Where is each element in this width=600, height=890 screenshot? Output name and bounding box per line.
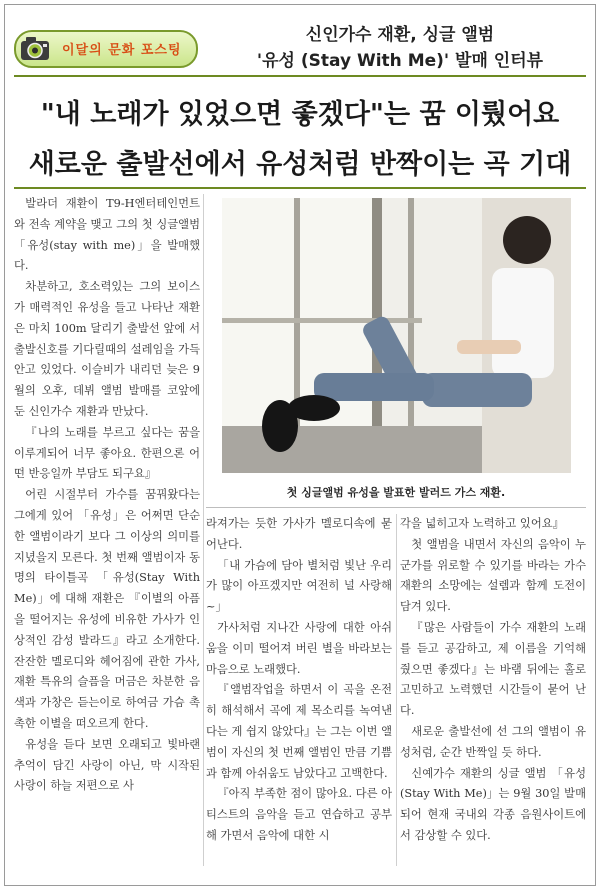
article-photo — [222, 198, 571, 473]
top-rule — [14, 75, 586, 77]
paragraph: 신예가수 재환의 싱글 앨범 「유성 (Stay With Me)」는 9월 30일 발매되어 현재 국내외 각종 음원사이트에서 감상할 수 있다. — [400, 766, 586, 842]
photo-caption: 첫 싱글앨범 유성을 발표한 발러드 가스 재환. — [286, 486, 506, 499]
paragraph: 「내 가슴에 담아 별처럼 빛난 우리가 많이 아프겠지만 여전히 널 사랑해~」 — [206, 558, 392, 614]
paragraph: 『아직 부족한 점이 많아요. 다른 아티스트의 음악을 듣고 연습하고 공부해 가면서 음악에 대한 시 — [206, 787, 392, 842]
caption-rule — [206, 507, 586, 508]
paragraph: 유성을 듣다 보면 오래되고 빛바랜 추억이 담긴 사랑이 아닌, 막 시작된 사랑이 하늘 저편으로 사 — [14, 737, 200, 793]
paragraph: 『많은 사람들이 가수 재환의 노래를 듣고 공감하고, 제 이름을 기억해 줬으면 좋겠다』는 바램 뒤에는 홀로 고민하고 노력했던 시간들이 묻어 난다. — [400, 620, 586, 718]
paragraph: 발라더 재환이 T9-H엔터테인먼트와 전속 계약을 맺고 그의 첫 싱글앨범 「유성(stay with me)」을 발매했다. — [14, 197, 200, 273]
paragraph: 각을 넓히고자 노력하고 있어요』 — [400, 517, 564, 530]
headline-line-2: 새로운 출발선에서 유성처럼 반짝이는 곡 기대 — [28, 149, 572, 180]
subheadline-line-1: 신인가수 재환, 싱글 앨범 — [305, 25, 495, 45]
column-divider — [203, 194, 204, 866]
paragraph: 새로운 출발선에 선 그의 앨범이 유성처럼, 순간 반짝일 듯 하다. — [400, 724, 586, 759]
badge-label: 이달의 문화 포스팅 — [62, 43, 182, 58]
article-column-2 — [206, 514, 392, 866]
camera-icon — [18, 32, 54, 64]
headline-line-1: "내 노래가 있었으면 좋겠다"는 꿈 이뤘어요 — [40, 99, 560, 130]
paragraph: 차분하고, 호소력있는 그의 보이스가 매력적인 유성을 들고 나타난 재환은 마치 100m 달리기 출발선 앞에 서 출발신호를 기다릴때의 설레임을 가득안고 있었다. 이슬비가 내리던 늦은 9월의 오후, 데뷔 앨범 발매를 코앞에 둔 신인가수 재환과 만났다. — [14, 280, 200, 418]
paragraph: 첫 앨범을 내면서 자신의 음악이 누군가를 위로할 수 있기를 바라는 가수 재환의 소망에는 설렘과 함께 도전이 담겨 있다. — [400, 537, 586, 614]
column-divider — [396, 514, 397, 866]
headline-rule — [14, 187, 586, 189]
paragraph: 어린 시절부터 가수를 꿈꿔왔다는 그에게 있어 「유성」은 어쩌면 단순한 앨범이라기 보다 그 이상의 의미를 지녔을지 모른다. 첫 번째 앨범이자 동명의 타이틀곡 「유성(Stay With Me)」에 대해 재환은 『이별의 아픔을 떨어지는 유성에 비유한 가사가 인상적인 감성 발라드』라고 소개한다. 잔잔한 멜로디와 헤어짐에 관한 가사, 재환 특유의 슬픔을 머금은 차분한 음색과 가창은 듣는이로 하여금 가슴 촉촉한 이별을 떠오르게 한다. — [14, 488, 200, 730]
paragraph: 가사처럼 지나간 사랑에 대한 아쉬움을 이미 떨어져 버린 별을 바라보는 마음으로 노래했다. — [206, 620, 392, 676]
singer-photo-illustration — [222, 198, 571, 473]
article-column-1 — [14, 194, 200, 866]
subheadline-line-2: '유성 (Stay With Me)' 발매 인터뷰 — [256, 51, 544, 71]
section-badge — [14, 30, 198, 68]
article-column-3 — [400, 514, 586, 866]
paragraph: 『앨범작업을 하면서 이 곡을 온전히 해석해서 곡에 제 목소리를 녹여낸다는 게 쉽지 않았다』는 그는 이번 앨범이 자신의 첫 번째 앨범인 만큼 기쁨과 함께 아쉬움도 남았다고 고백한다. — [206, 683, 392, 780]
paragraph: 라져가는 듯한 가사가 멜로디속에 묻어난다. — [206, 517, 392, 551]
paragraph: 『나의 노래를 부르고 싶다는 꿈을 이루게되어 너무 좋아요. 한편으론 어떤 반응일까 부담도 되구요』 — [14, 425, 200, 481]
